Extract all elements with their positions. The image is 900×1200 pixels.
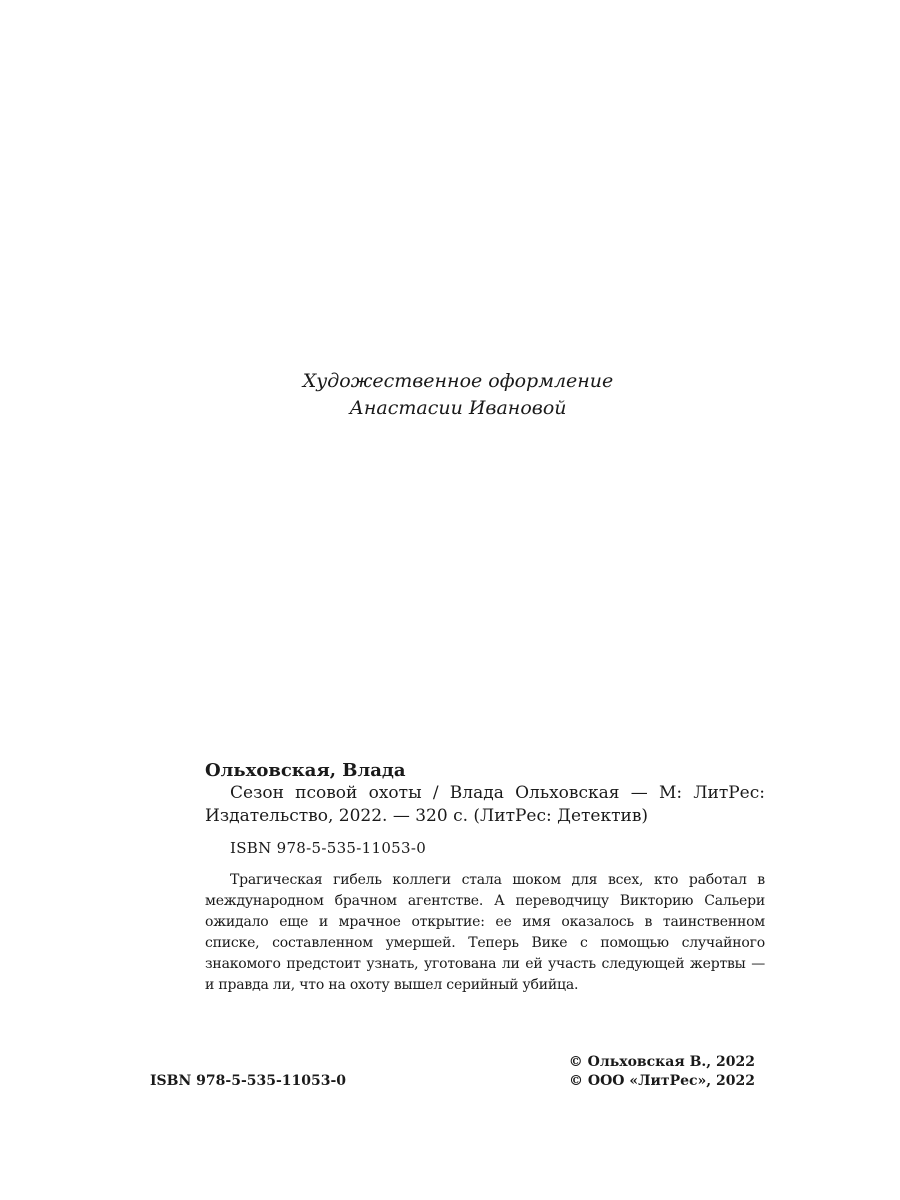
design-credit-line-1: Художественное оформление bbox=[302, 370, 614, 392]
copyright-author: © Ольховская В., 2022 bbox=[568, 1054, 755, 1070]
bib-author: Ольховская, Влада bbox=[205, 760, 406, 781]
book-abstract: Трагическая гибель коллеги стала шоком для всех, кто работал в международном брачном агентстве. А переводчицу Викторию Сальери ожидало еще и мрачное открытие: ее имя оказалось в таинственном списке, составленном умершей. Теперь Вике с помощью случайного знакомого предстоит узнать, уготована ли ей участь следующей жертвы — и правда ли, что на охоту вышел серийный убийца. bbox=[205, 872, 765, 993]
bibliographic-record bbox=[205, 760, 765, 996]
bib-isbn: ISBN 978-5-535-11053-0 bbox=[230, 839, 427, 857]
bib-description: Сезон псовой охоты / Влада Ольховская — М: ЛитРес: Издательство, 2022. — 320 с. (ЛитРес: Детектив) bbox=[205, 783, 765, 826]
design-credit bbox=[0, 368, 900, 422]
design-credit-line-2: Анастасии Ивановой bbox=[349, 397, 567, 419]
copyright-block bbox=[569, 1053, 755, 1091]
footer-isbn: ISBN 978-5-535-11053-0 bbox=[150, 1073, 347, 1089]
copyright-publisher: © ООО «ЛитРес», 2022 bbox=[569, 1073, 755, 1089]
